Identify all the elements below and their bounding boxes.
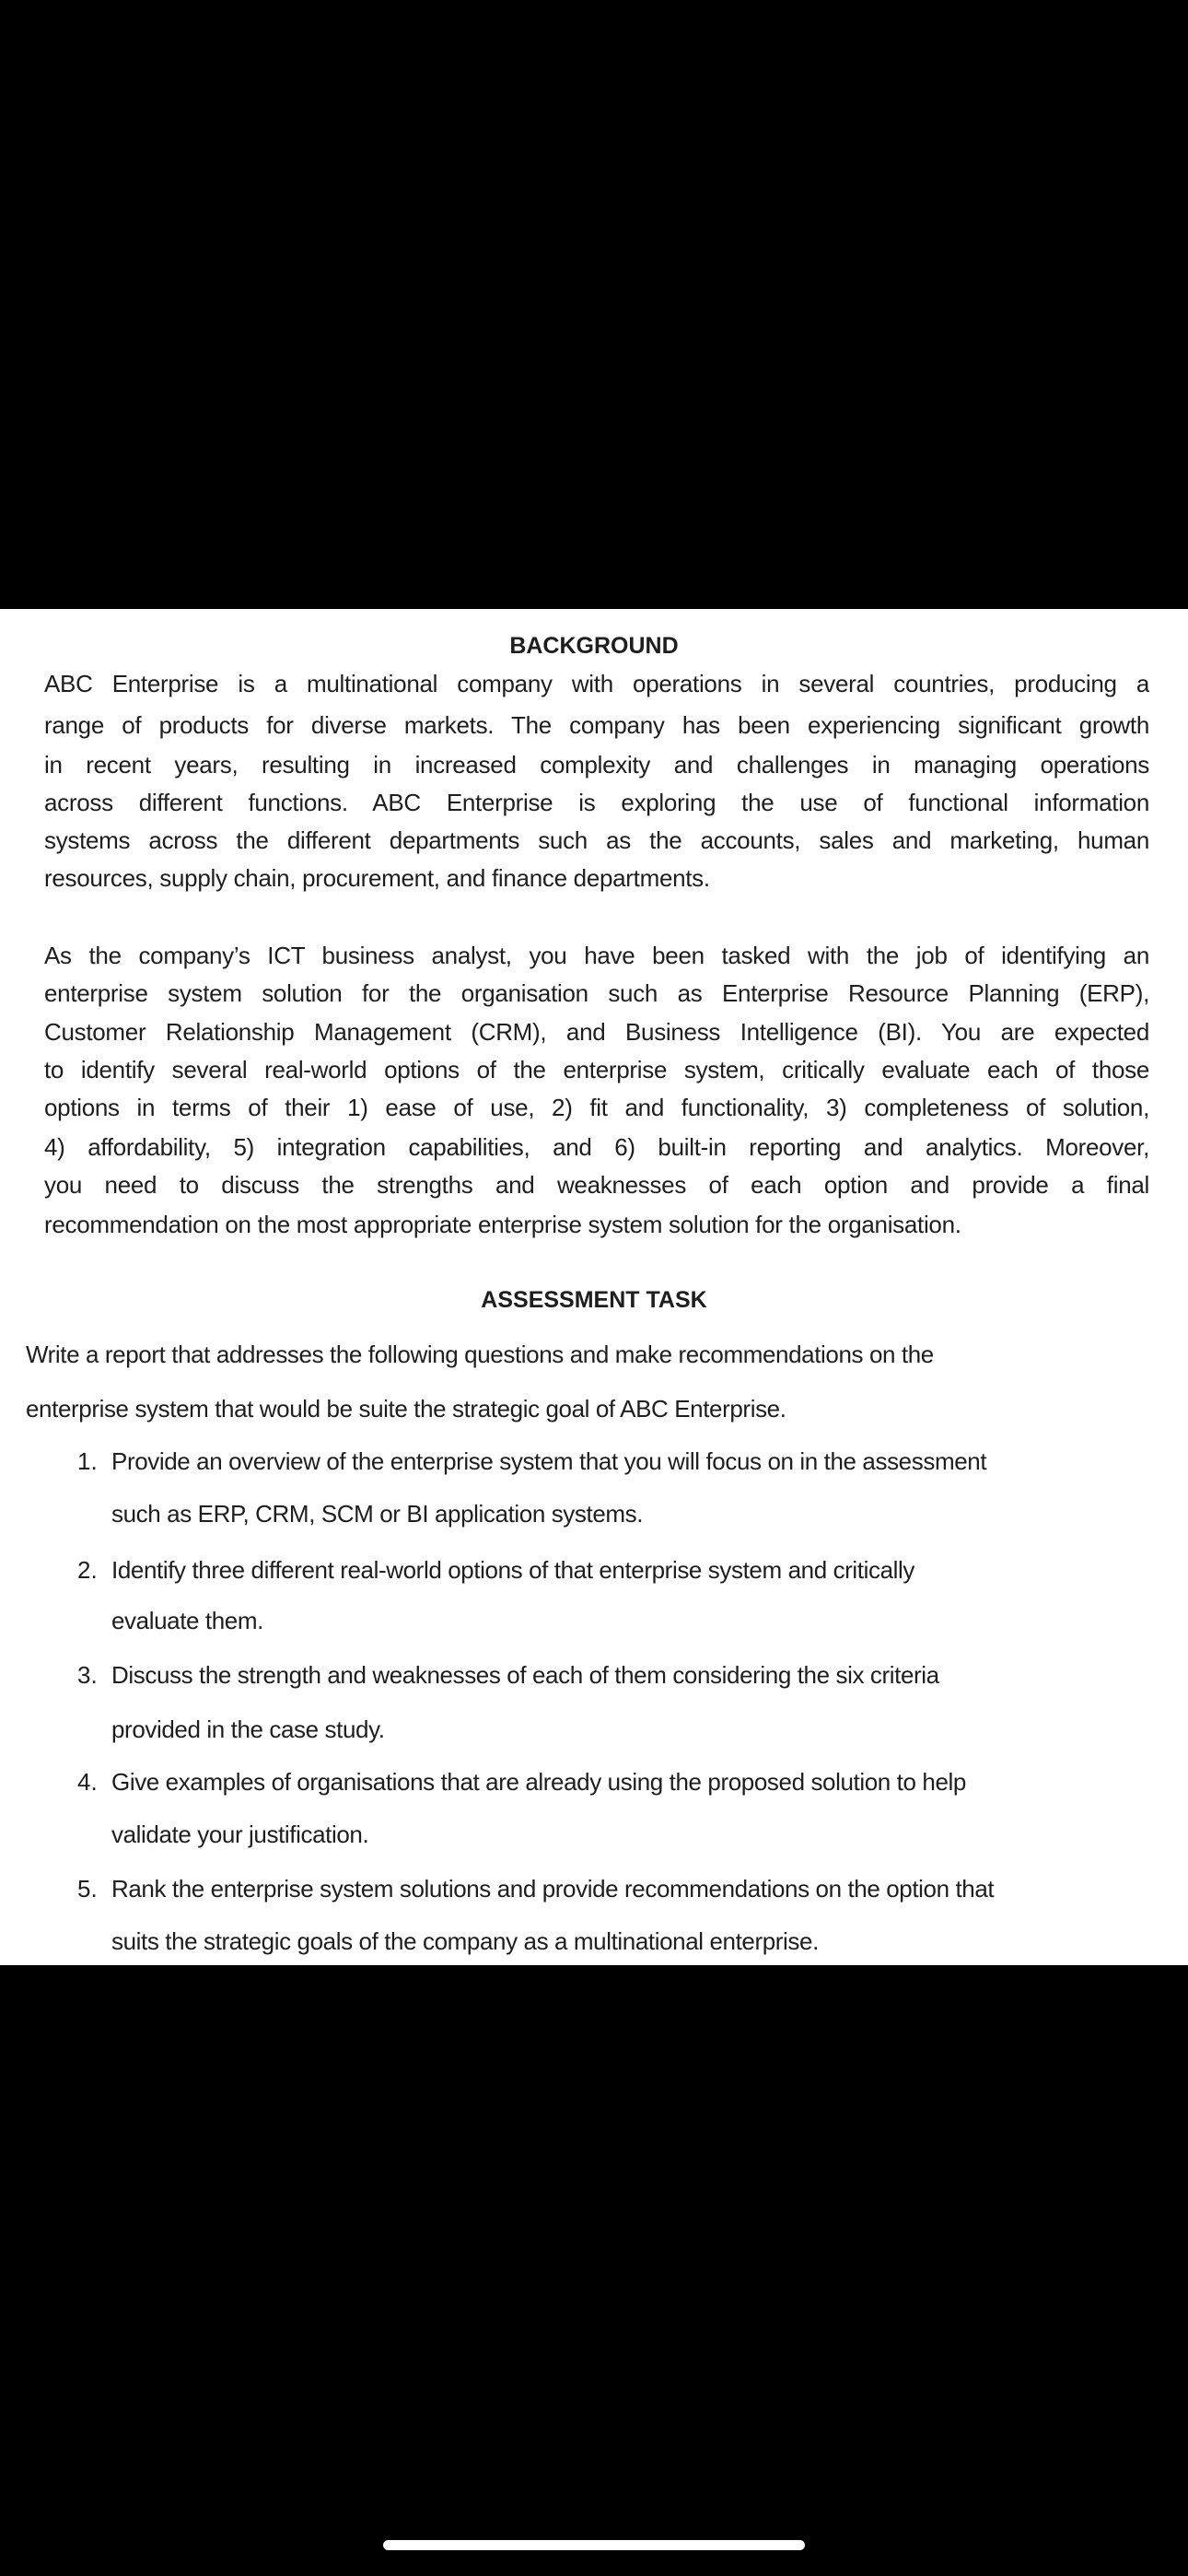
paragraph-line: recommendation on the most appropriate enterprise system solution for the organisation. <box>44 1211 961 1238</box>
background-heading: BACKGROUND <box>509 633 679 659</box>
task-intro-line: Write a report that addresses the following questions and make recommendations on the <box>26 1341 934 1368</box>
list-item-line: Discuss the strength and weaknesses of each of them considering the six criteria <box>111 1661 939 1689</box>
assessment-heading: ASSESSMENT TASK <box>481 1287 707 1313</box>
paragraph-line: to identify several real-world options of the enterprise system, critically evaluate each of those <box>44 1056 1149 1083</box>
list-item-line: Give examples of organisations that are already using the proposed solution to help <box>111 1768 966 1796</box>
list-number: 3. <box>77 1661 98 1689</box>
list-item-line: suits the strategic goals of the company as a multinational enterprise. <box>111 1927 819 1955</box>
list-number: 5. <box>77 1875 98 1903</box>
paragraph-line: range of products for diverse markets. The company has been experiencing significant growth <box>44 711 1149 739</box>
list-item-line: validate your justification. <box>111 1821 369 1848</box>
paragraph-line: Customer Relationship Management (CRM), and Business Intelligence (BI). You are expected <box>44 1018 1149 1046</box>
paragraph-line: ABC Enterprise is a multinational company with operations in several countries, producing a <box>44 670 1149 697</box>
paragraph-line: you need to discuss the strengths and weaknesses of each option and provide a final <box>44 1171 1149 1199</box>
list-number: 1. <box>77 1447 98 1475</box>
paragraph-line: options in terms of their 1) ease of use, 2) fit and functionality, 3) completeness of solution, <box>44 1094 1149 1121</box>
paragraph-line: 4) affordability, 5) integration capabilities, and 6) built-in reporting and analytics. Moreover, <box>44 1133 1149 1161</box>
list-number: 4. <box>77 1768 98 1796</box>
list-item-line: evaluate them. <box>111 1607 263 1634</box>
paragraph-line: As the company’s ICT business analyst, you have been tasked with the job of identifying an <box>44 942 1149 969</box>
list-item-line: Rank the enterprise system solutions and provide recommendations on the option that <box>111 1875 995 1903</box>
list-number: 2. <box>77 1556 98 1584</box>
paragraph-line: across different functions. ABC Enterprise is exploring the use of functional information <box>44 789 1149 816</box>
paragraph-line: in recent years, resulting in increased complexity and challenges in managing operations <box>44 751 1149 779</box>
paragraph-line: enterprise system solution for the organisation such as Enterprise Resource Planning (ERP), <box>44 979 1149 1007</box>
task-intro-line: enterprise system that would be suite the strategic goal of ABC Enterprise. <box>26 1395 786 1423</box>
home-indicator[interactable] <box>383 2540 805 2550</box>
list-item-line: provided in the case study. <box>111 1715 385 1743</box>
list-item-line: such as ERP, CRM, SCM or BI application systems. <box>111 1500 644 1528</box>
paragraph-line: resources, supply chain, procurement, and finance departments. <box>44 864 710 892</box>
paragraph-line: systems across the different departments such as the accounts, sales and marketing, human <box>44 826 1149 854</box>
list-item-line: Identify three different real-world options of that enterprise system and critically <box>111 1556 915 1584</box>
list-item-line: Provide an overview of the enterprise system that you will focus on in the assessment <box>111 1447 987 1475</box>
